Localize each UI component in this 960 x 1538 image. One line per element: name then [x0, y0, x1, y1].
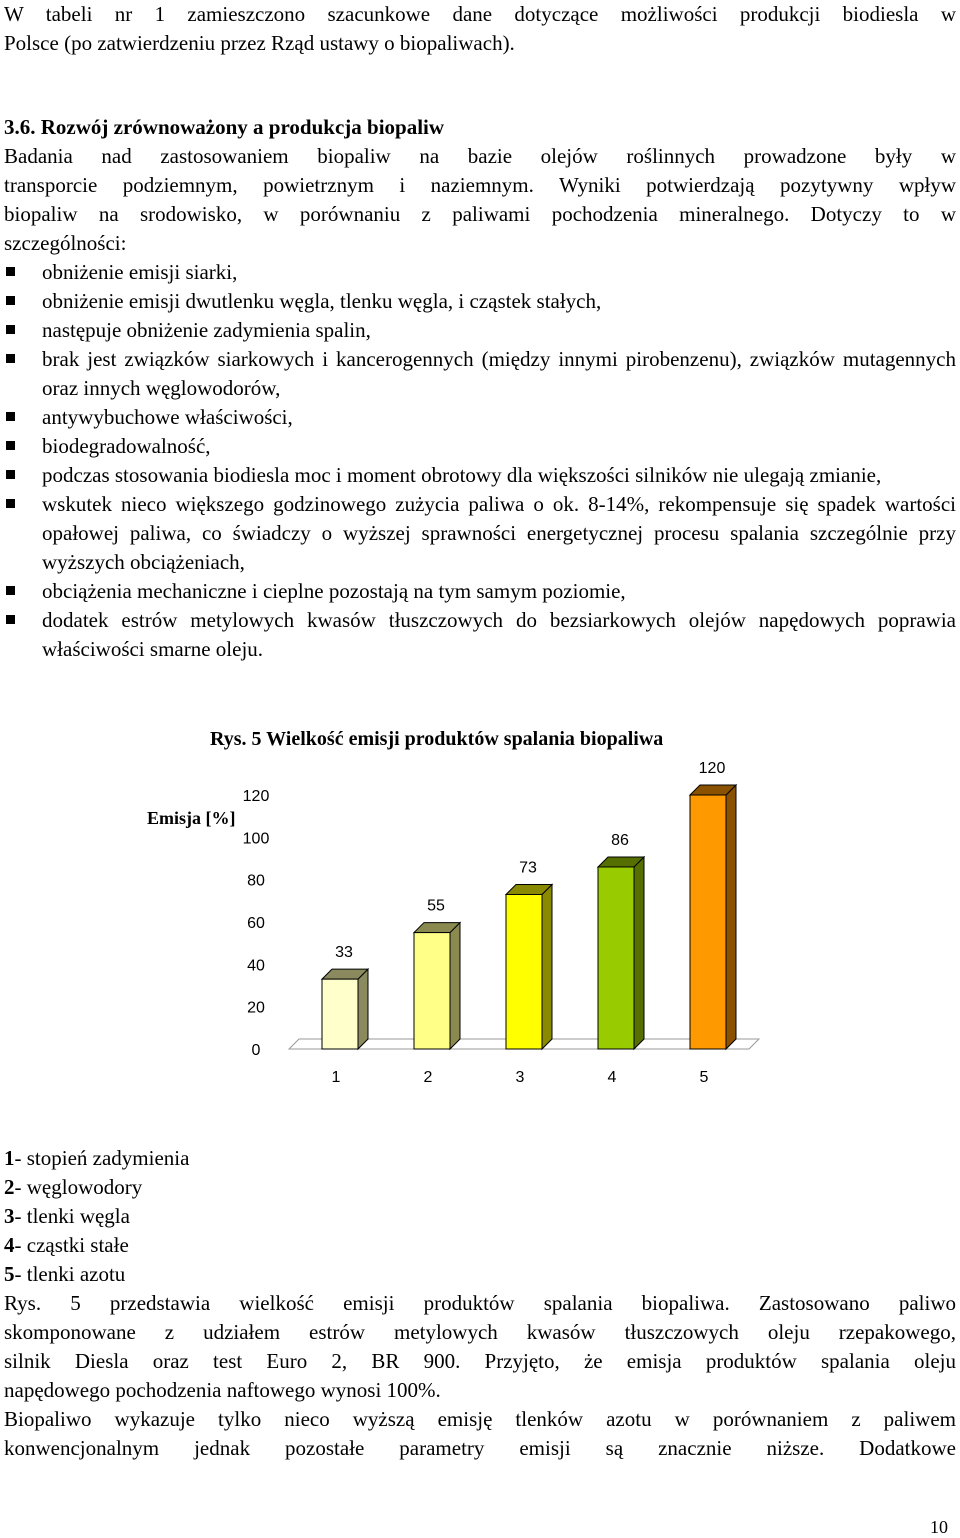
y-tick-label: 100 — [242, 830, 270, 848]
y-tick-label: 40 — [247, 957, 265, 975]
y-tick-label: 20 — [247, 999, 265, 1017]
bar-side — [450, 923, 460, 1049]
figure-title: Rys. 5 Wielkość emisji produktów spalania biopaliwa — [210, 728, 664, 750]
x-tick-label: 4 — [607, 1069, 617, 1086]
paragraph-line: biopaliw na srodowisko, w porównaniu z paliwami pochodzenia mineralnego. Dotyczy to w — [4, 202, 956, 226]
x-tick-label: 1 — [331, 1069, 341, 1086]
y-tick-label: 120 — [242, 788, 270, 805]
legend-item: 5- tlenki azotu — [4, 1262, 126, 1286]
bar — [506, 894, 542, 1049]
data-label: 33 — [335, 944, 353, 962]
bar-side — [358, 969, 368, 1049]
intro-line-1: W tabeli nr 1 zamieszczono szacunkowe dane dotyczące możliwości produkcji biodiesla w — [4, 2, 956, 26]
paragraph-line: konwencjonalnym jednak pozostałe parametry emisji są znacznie niższe. Dodatkowe — [4, 1436, 956, 1460]
bar-side — [634, 857, 644, 1049]
paragraph-line: Badania nad zastosowaniem biopaliw na bazie olejów roślinnych prowadzone były w — [4, 144, 956, 168]
data-label: 55 — [427, 897, 445, 915]
paragraph-line: transporcie podziemnym, powietrznym i naziemnym. Wyniki potwierdzają pozytywny wpływ — [4, 173, 956, 197]
data-label: 120 — [698, 760, 726, 777]
legend-item: 2- węglowodory — [4, 1175, 143, 1199]
bullet-item: dodatek estrów metylowych kwasów tłuszczowych do bezsiarkowych olejów napędowych poprawia właściwości smarne oleju. — [4, 606, 956, 664]
legend-item: 3- tlenki węgla — [4, 1204, 130, 1228]
intro-line-2: Polsce (po zatwierdzeniu przez Rząd ustawy o biopaliwach). — [4, 31, 515, 55]
bullet-item: następuje obniżenie zadymienia spalin, — [4, 316, 956, 345]
paragraph-line: silnik Diesla oraz test Euro 2, BR 900. Przyjęto, że emisja produktów spalania oleju — [4, 1349, 956, 1373]
bullet-item: wskutek nieco większego godzinowego zużycia paliwa o ok. 8-14%, rekompensuje się spadek wartości opałowej paliwa, co świadczy o wyższej sprawności energetycznej procesu spalania szczególnie przy wyższych obciążeniach, — [4, 490, 956, 577]
bar — [414, 933, 450, 1049]
bar-chart — [4, 740, 956, 1100]
bullet-item: antywybuchowe właściwości, — [4, 403, 956, 432]
bar-side — [726, 785, 736, 1049]
y-tick-label: 80 — [247, 872, 265, 890]
chart-legend — [4, 1144, 956, 1289]
bullet-item: podczas stosowania biodiesla moc i moment obrotowy dla większości silników nie ulegają zmianie, — [4, 461, 956, 490]
data-label: 73 — [519, 859, 537, 877]
x-tick-label: 5 — [699, 1069, 709, 1086]
data-label: 86 — [611, 831, 629, 849]
paragraph-line: szczególności: — [4, 231, 127, 255]
x-tick-label: 3 — [515, 1069, 525, 1086]
bar — [690, 795, 726, 1049]
y-tick-label: 60 — [247, 915, 265, 932]
y-tick-label: 0 — [251, 1042, 261, 1059]
chart-ylabel: Emisja [%] — [147, 808, 236, 828]
paragraph-line: napędowego pochodzenia naftowego wynosi 100%. — [4, 1378, 441, 1402]
bar — [598, 867, 634, 1049]
paragraph-line: skomponowane z udziałem estrów metylowych kwasów tłuszczowych oleju rzepakowego, — [4, 1320, 956, 1344]
bullet-list — [4, 258, 956, 664]
bullet-item: obniżenie emisji siarki, — [4, 258, 956, 287]
paragraph-line: Rys. 5 przedstawia wielkość emisji produktów spalania biopaliwa. Zastosowano paliwo — [4, 1291, 956, 1315]
bullet-item: obciążenia mechaniczne i cieplne pozostają na tym samym poziomie, — [4, 577, 956, 606]
bullet-item: obniżenie emisji dwutlenku węgla, tlenku węgla, i cząstek stałych, — [4, 287, 956, 316]
paragraph-line: Biopaliwo wykazuje tylko nieco wyższą emisję tlenków azotu w porównaniem z paliwem — [4, 1407, 956, 1431]
bullet-item: brak jest związków siarkowych i kancerogennych (między innymi pirobenzenu), związków mutagennych oraz innych węglowodorów, — [4, 345, 956, 403]
bullet-item: biodegradowalność, — [4, 432, 956, 461]
legend-item: 4- cząstki stałe — [4, 1233, 129, 1257]
x-tick-label: 2 — [423, 1069, 433, 1086]
page-number: 10 — [930, 1517, 948, 1537]
legend-item: 1- stopień zadymienia — [4, 1146, 190, 1170]
bar-side — [542, 884, 552, 1049]
section-heading: 3.6. Rozwój zrównoważony a produkcja biopaliw — [4, 115, 445, 139]
bar — [322, 979, 358, 1049]
